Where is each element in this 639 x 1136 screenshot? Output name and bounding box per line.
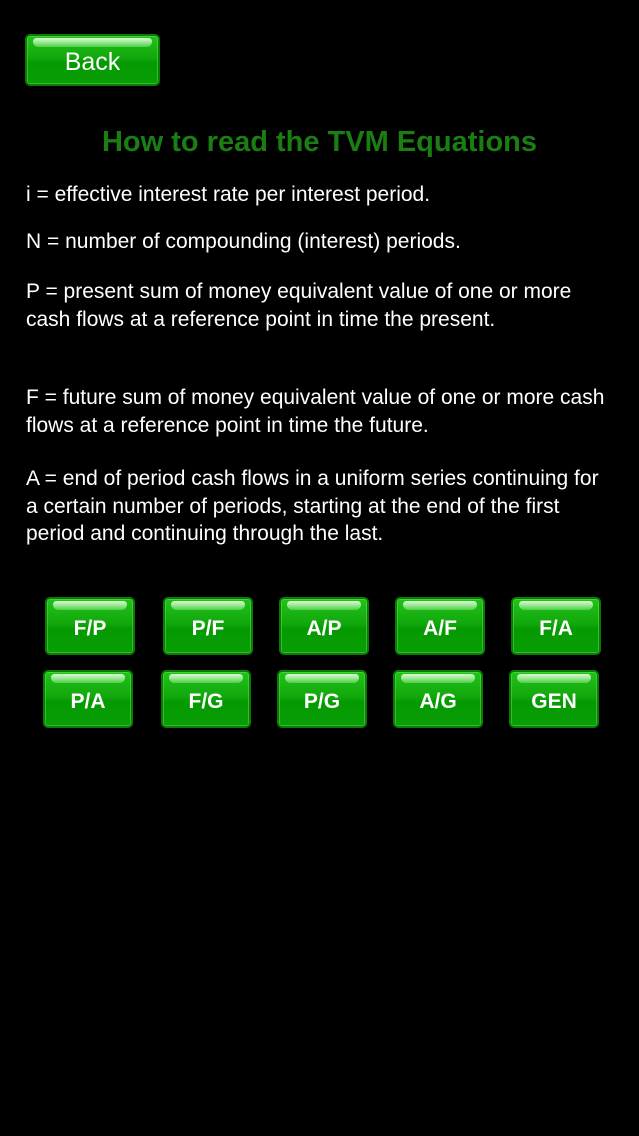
back-button-label: Back <box>64 47 121 76</box>
equation-button-label: GEN <box>531 690 577 713</box>
definition-f: F = future sum of money equivalent value of one or more cash flows at a reference point in time the future. <box>26 386 605 437</box>
equation-button-label: F/G <box>188 690 224 713</box>
equation-button-label: F/A <box>539 617 573 640</box>
equation-button-p-a[interactable] <box>43 670 133 728</box>
definition-a: A = end of period cash flows in a uniform series continuing for a certain number of periods, starting at the end of the first period and continuing through the last. <box>26 467 599 545</box>
equation-button-label: P/A <box>70 690 106 713</box>
equation-button-a-f[interactable] <box>395 597 485 655</box>
equation-button-a-p[interactable] <box>279 597 369 655</box>
equation-button-label: A/G <box>419 690 457 713</box>
equation-button-a-g[interactable] <box>393 670 483 728</box>
definition-n: N = number of compounding (interest) periods. <box>26 230 461 253</box>
equation-button-p-g[interactable] <box>277 670 367 728</box>
equation-button-p-f[interactable] <box>163 597 253 655</box>
equation-button-label: A/P <box>306 617 342 640</box>
equation-button-label: P/F <box>191 617 225 640</box>
back-button[interactable] <box>25 34 160 86</box>
equation-button-gen[interactable] <box>509 670 599 728</box>
definition-p: P = present sum of money equivalent value of one or more cash flows at a reference point in time the present. <box>26 280 572 331</box>
equation-button-label: A/F <box>423 617 457 640</box>
equation-button-label: F/P <box>73 617 107 640</box>
equation-button-f-p[interactable] <box>45 597 135 655</box>
equation-button-f-g[interactable] <box>161 670 251 728</box>
equation-button-f-a[interactable] <box>511 597 601 655</box>
definition-i: i = effective interest rate per interest period. <box>26 183 431 206</box>
equation-button-label: P/G <box>303 690 341 713</box>
page-title: How to read the TVM Equations <box>101 126 537 158</box>
